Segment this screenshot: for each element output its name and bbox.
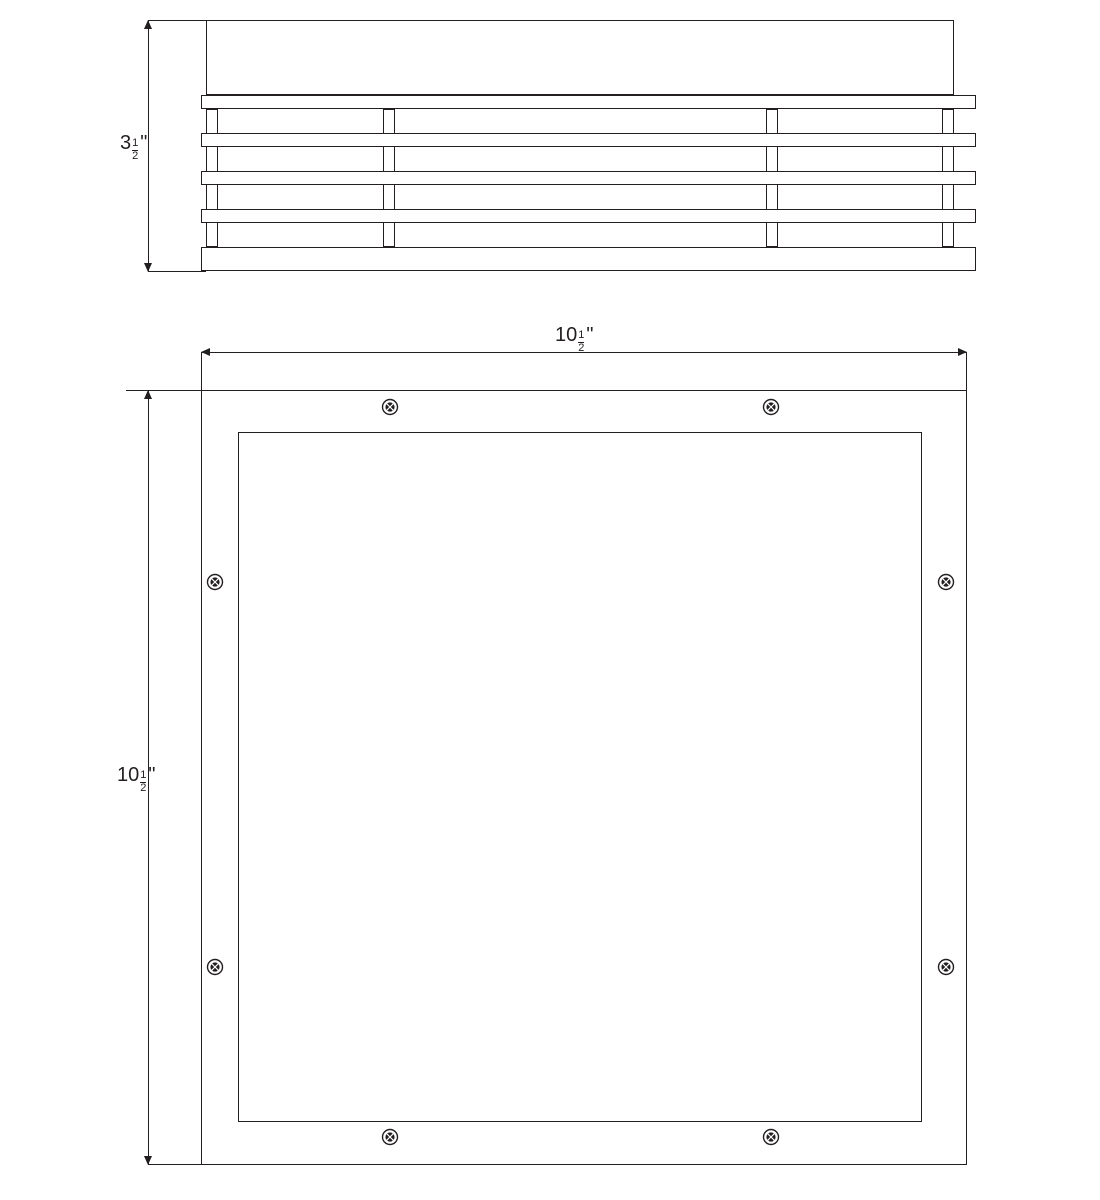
dim-line-side-height bbox=[148, 20, 149, 272]
front-inner-panel bbox=[238, 432, 922, 1122]
screw-icon-left-lower bbox=[206, 958, 224, 976]
ext-line-front-left bbox=[201, 352, 202, 390]
dim-label-front-height: 10 $\frac{1}{2}$ " bbox=[117, 764, 156, 794]
dim-arrow-front-width-left bbox=[201, 348, 210, 356]
screw-icon-bottom-left bbox=[381, 1128, 399, 1146]
side-slat-5-overlay bbox=[201, 247, 976, 271]
side-slat-4-overlay bbox=[201, 209, 976, 223]
ext-line-front-bottom bbox=[148, 1164, 206, 1165]
screw-icon-top-left bbox=[381, 398, 399, 416]
dim-label-side-height: 3 $\frac{1}{2}$ " bbox=[120, 132, 148, 162]
dim-label-front-width: 10 $\frac{1}{2}$ " bbox=[555, 324, 594, 354]
side-slat-2-overlay bbox=[201, 133, 976, 147]
screw-icon-top-right bbox=[762, 398, 780, 416]
ext-line-front-right bbox=[966, 352, 967, 390]
side-slat-1-overlay bbox=[201, 95, 976, 109]
side-slat-3-overlay bbox=[201, 171, 976, 185]
screw-icon-right-lower bbox=[937, 958, 955, 976]
dim-arrow-side-height-top bbox=[144, 20, 152, 29]
side-backplate bbox=[206, 20, 954, 95]
ext-line-side-top bbox=[148, 20, 206, 21]
screw-icon-right-upper bbox=[937, 573, 955, 591]
ext-line-side-bottom bbox=[148, 271, 206, 272]
screw-icon-bottom-right bbox=[762, 1128, 780, 1146]
dim-arrow-front-height-top bbox=[144, 390, 152, 399]
screw-icon-left-upper bbox=[206, 573, 224, 591]
ext-line-front-top bbox=[126, 390, 206, 391]
